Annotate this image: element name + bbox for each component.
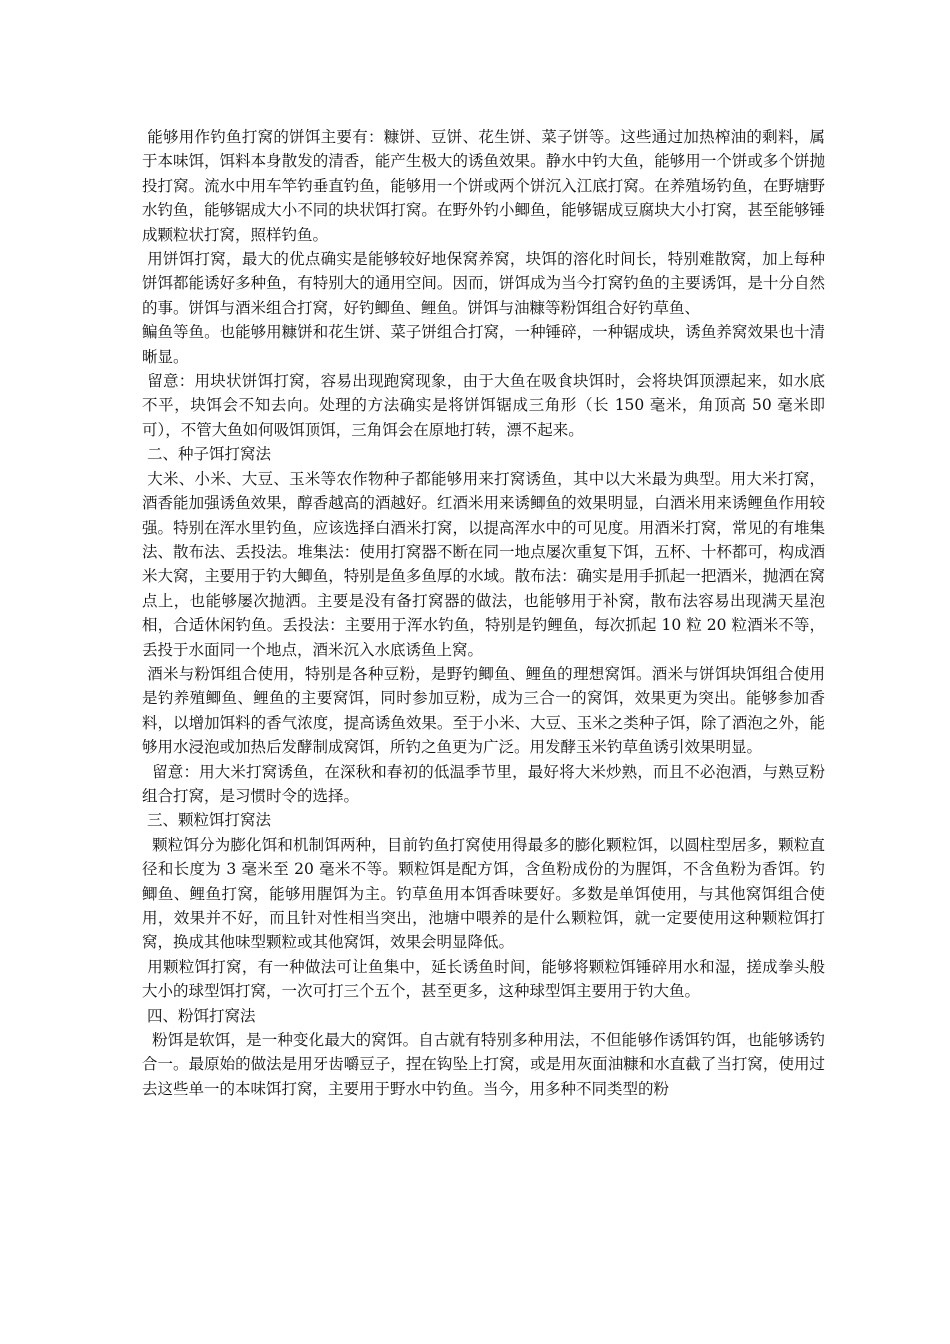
paragraph-cake-bait-types: 能够用作钓鱼打窝的饼饵主要有：糠饼、豆饼、花生饼、菜子饼等。这些通过加热榨油的剩料，属于本味饵，饵料本身散发的清香，能产生极大的诱鱼效果。静水中钓大鱼，能够用一个饼或多个饼抛投打窝。流水中用车竿钓垂直钓鱼，能够用一个饼或两个饼沉入江底打窝。在养殖场钓鱼，在野塘野水钓鱼，能够锯成大小不同的块状饵打窝。在野外钓小鲫鱼，能够锯成豆腐块大小打窝，甚至能够锤成颗粒状打窝，照样钓鱼。 <box>142 128 825 244</box>
section-heading-seed-bait: 二、种子饵打窝法 <box>142 445 271 464</box>
paragraph-cake-bait-combination: 鳊鱼等鱼。也能够用糠饼和花生饼、菜子饼组合打窝，一种锤碎，一种锯成块，诱鱼养窝效果也十清晰显。 <box>142 323 825 366</box>
paragraph-cake-bait-advantages: 用饼饵打窝，最大的优点确实是能够较好地保窝养窝，块饵的溶化时间长，特别难散窝，加上每种饼饵都能诱好多种鱼，有特别大的通用空间。因而，饼饵成为当今打窝钓鱼的主要诱饵，是十分自然的事。饼饵与酒米组合打窝，好钓鲫鱼、鲤鱼。饼饵与油糠等粉饵组合好钓草鱼、 <box>142 250 825 317</box>
section-heading-powder-bait: 四、粉饵打窝法 <box>142 1006 256 1025</box>
paragraph-seed-bait-note: 留意：用大米打窝诱鱼，在深秋和春初的低温季节里，最好将大米炒熟，而且不必泡酒，与熟豆粉组合打窝，是习惯时令的选择。 <box>142 762 825 805</box>
paragraph-seed-bait-methods: 大米、小米、大豆、玉米等农作物种子都能够用来打窝诱鱼，其中以大米最为典型。用大米打窝，酒香能加强诱鱼效果，醇香越高的酒越好。红酒米用来诱鲫鱼的效果明显，白酒米用来诱鲤鱼作用较强。特别在浑水里钓鱼，应该选择白酒米打窝，以提高浑水中的可见度。用酒米打窝，常见的有堆集法、散布法、丢投法。堆集法：使用打窝器不断在同一地点屡次重复下饵，五杯、十杯都可，构成酒米大窝，主要用于钓大鲫鱼，特别是鱼多鱼厚的水域。散布法：确实是用手抓起一把酒米，抛洒在窝点上，也能够屡次抛洒。主要是没有备打窝器的做法，也能够用于补窝，散布法容易出现满天星泡相，合适休闲钓鱼。丢投法：主要用于浑水钓鱼，特别是钓鲤鱼，每次抓起 10 粒 20 粒酒米不等，丢投于水面同一个地点，酒米沉入水底诱鱼上窝。 <box>142 469 825 659</box>
section-heading-pellet-bait: 三、颗粒饵打窝法 <box>142 811 271 830</box>
paragraph-pellet-bait-ball: 用颗粒饵打窝，有一种做法可让鱼集中，延长诱鱼时间，能够将颗粒饵锤碎用水和湿，搓成拳头般大小的球型饵打窝，一次可打三个五个，甚至更多，这种球型饵主要用于钓大鱼。 <box>142 957 825 1001</box>
paragraph-powder-bait: 粉饵是软饵，是一种变化最大的窝饵。自古就有特别多种用法，不但能够作诱饵钓饵，也能够诱钓合一。最原始的做法是用牙齿嚼豆子，捏在钩坠上打窝，或是用灰面油糠和水直截了当打窝，使用过去这些单一的本味饵打窝，主要用于野水中钓鱼。当今，用多种不同类型的粉 <box>142 1031 825 1098</box>
paragraph-cake-bait-note: 留意：用块状饼饵打窝，容易出现跑窝现象，由于大鱼在吸食块饵时，会将块饵顶漂起来，如水底不平，块饵会不知去向。处理的方法确实是将饼饵锯成三角形（长 150 毫米，角顶高 50 毫米即可），不管大鱼如何吸饵顶饵，三角饵会在原地打转，漂不起来。 <box>142 372 825 439</box>
paragraph-wine-rice-combination: 酒米与粉饵组合使用，特别是各种豆粉，是野钓鲫鱼、鲤鱼的理想窝饵。酒米与饼饵块饵组合使用是钓养殖鲫鱼、鲤鱼的主要窝饵，同时参加豆粉，成为三合一的窝饵，效果更为突出。能够参加香料，以增加饵料的香气浓度，提高诱鱼效果。至于小米、大豆、玉米之类种子饵，除了酒泡之外，能够用水浸泡或加热后发酵制成窝饵，所钓之鱼更为广泛。用发酵玉米钓草鱼诱引效果明显。 <box>142 664 825 757</box>
paragraph-pellet-bait-types: 颗粒饵分为膨化饵和机制饵两种，目前钓鱼打窝使用得最多的膨化颗粒饵，以圆柱型居多，颗粒直径和长度为 3 毫米至 20 毫米不等。颗粒饵是配方饵，含鱼粉成份的为腥饵，不含鱼粉为香饵。钓鲫鱼、鲤鱼打窝，能够用腥饵为主。钓草鱼用本饵香味要好。多数是单饵使用，与其他窝饵组合使用，效果并不好，而且针对性相当突出，池塘中喂养的是什么颗粒饵，就一定要使用这种颗粒饵打窝，换成其他味型颗粒或其他窝饵，效果会明显降低。 <box>142 835 825 952</box>
document-page <box>142 125 825 1101</box>
